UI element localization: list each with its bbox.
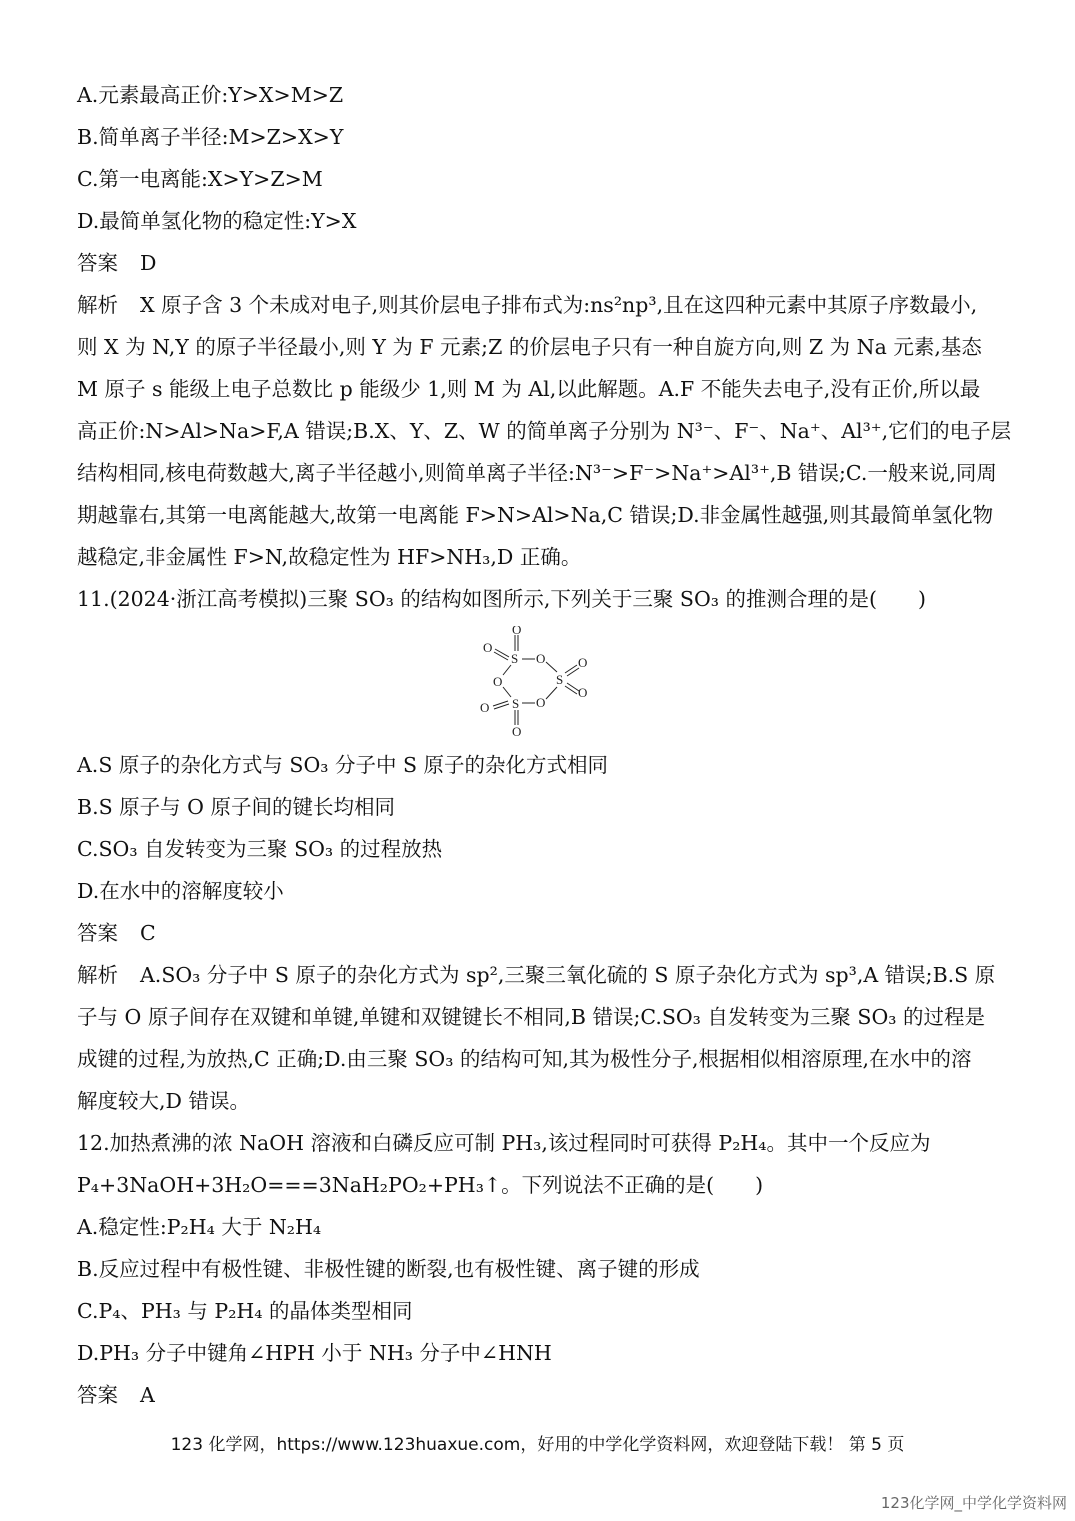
- analysis-line: 高正价:N>Al>Na>F,A 错误;B.X、Y、Z、W 的简单离子分别为 N³⁻、F⁻、Na⁺、Al³⁺,它们的电子层: [77, 419, 1012, 443]
- atom-o-upper-left: O: [483, 640, 493, 655]
- q10-option-b: B.简单离子半径:M>Z>X>Y: [77, 125, 344, 149]
- analysis-line: [77, 954, 1002, 996]
- site-watermark: 123化学网_中学化学资料网: [880, 1494, 1067, 1512]
- trimer-so3-structure-diagram: [477, 626, 597, 744]
- analysis-line: 解度较大,D 错误。: [77, 1089, 250, 1113]
- atom-o-ring-left: O: [493, 674, 503, 689]
- analysis-label: 解析: [77, 963, 118, 987]
- atom-o-ring-lower-right: O: [536, 695, 546, 710]
- atom-o-top: O: [512, 626, 522, 637]
- bond: [495, 649, 509, 657]
- analysis-line: [77, 284, 1002, 326]
- q10-option-a: A.元素最高正价:Y>X>M>Z: [77, 83, 344, 107]
- bond: [565, 665, 577, 673]
- q10-option-d: D.最简单氢化物的稳定性:Y>X: [77, 209, 357, 233]
- bond: [503, 687, 511, 697]
- analysis-line: 成键的过程,为放热,C 正确;D.由三聚 SO₃ 的结构可知,其为极性分子,根据相似相溶原理,在水中的溶: [77, 1047, 972, 1071]
- bond: [503, 665, 511, 675]
- q11-option-c: C.SO₃ 自发转变为三聚 SO₃ 的过程放热: [77, 837, 443, 861]
- q11-answer: [77, 912, 1002, 954]
- q11-stem: 11.(2024·浙江高考模拟)三聚 SO₃ 的结构如图所示,下列关于三聚 SO₃ 的推测合理的是( ): [77, 587, 926, 611]
- q12-option-a: A.稳定性:P₂H₄ 大于 N₂H₄: [77, 1215, 322, 1239]
- analysis-line: M 原子 s 能级上电子总数比 p 能级少 1,则 M 为 Al,以此解题。A.F 不能失去电子,没有正价,所以最: [77, 377, 981, 401]
- analysis-text: A.SO₃ 分子中 S 原子的杂化方式为 sp²,三聚三氧化硫的 S 原子杂化方式为 sp³,A 错误;B.S 原: [140, 963, 996, 987]
- q12-stem-line-1: 12.加热煮沸的浓 NaOH 溶液和白磷反应可制 PH₃,该过程同时可获得 P₂H₄。其中一个反应为: [77, 1131, 931, 1155]
- analysis-label: 解析: [77, 293, 118, 317]
- answer-value: A: [140, 1383, 155, 1407]
- q11-option-b: B.S 原子与 O 原子间的键长均相同: [77, 795, 395, 819]
- page-footer: 123 化学网，https://www.123huaxue.com，好用的中学化学资料网，欢迎登陆下载！ 第 5 页: [170, 1435, 905, 1455]
- analysis-line: 子与 O 原子间存在双键和单键,单键和双键键长不相同,B 错误;C.SO₃ 自发转变为三聚 SO₃ 的过程是: [77, 1005, 986, 1029]
- page-content: [77, 74, 1012, 1416]
- answer-label: 答案: [77, 921, 118, 945]
- q12-answer: [77, 1374, 1002, 1416]
- q12-option-d: D.PH₃ 分子中键角∠HPH 小于 NH₃ 分子中∠HNH: [77, 1341, 552, 1365]
- bonds: [493, 635, 579, 725]
- bond: [494, 652, 508, 660]
- atom-o-right-lower: O: [578, 685, 588, 700]
- q12-option-b: B.反应过程中有极性键、非极性键的断裂,也有极性键、离子键的形成: [77, 1257, 700, 1281]
- bond: [546, 687, 557, 699]
- atom-o-bottom: O: [512, 724, 522, 739]
- q11-option-a: A.S 原子的杂化方式与 SO₃ 分子中 S 原子的杂化方式相同: [77, 753, 609, 777]
- atom-o-lower-left: O: [480, 700, 490, 715]
- q10-answer: [77, 242, 1002, 284]
- atom-s-bottom: S: [512, 696, 520, 711]
- q12-stem-line-2: P₄+3NaOH+3H₂O===3NaH₂PO₂+PH₃↑。下列说法不正确的是( ): [77, 1173, 764, 1197]
- analysis-line: 结构相同,核电荷数越大,离子半径越小,则简单离子半径:N³⁻>F⁻>Na⁺>Al³⁺,B 错误;C.一般来说,同周: [77, 461, 997, 485]
- q11-analysis: [77, 954, 1002, 1122]
- q10-option-c: C.第一电离能:X>Y>Z>M: [77, 167, 323, 191]
- answer-label: 答案: [77, 1383, 118, 1407]
- analysis-line: 则 X 为 N,Y 的原子半径最小,则 Y 为 F 元素;Z 的价层电子只有一种自旋方向,则 Z 为 Na 元素,基态: [77, 335, 982, 359]
- q12-option-c: C.P₄、PH₃ 与 P₂H₄ 的晶体类型相同: [77, 1299, 413, 1323]
- atom-s-top: S: [511, 651, 519, 666]
- answer-value: C: [140, 921, 156, 945]
- analysis-line: 期越靠右,其第一电离能越大,故第一电离能 F>N>Al>Na,C 错误;D.非金属性越强,则其最简单氢化物: [77, 503, 994, 527]
- answer-label: 答案: [77, 251, 118, 275]
- analysis-text: X 原子含 3 个未成对电子,则其价层电子排布式为:ns²np³,且在这四种元素中其原子序数最小,: [140, 293, 978, 317]
- atom-o-ring-upper-right: O: [536, 651, 546, 666]
- answer-value: D: [140, 251, 157, 275]
- atom-o-right-upper: O: [578, 655, 588, 670]
- analysis-line: 越稳定,非金属性 F>N,故稳定性为 HF>NH₃,D 正确。: [77, 545, 582, 569]
- atom-s-right: S: [556, 672, 564, 687]
- q10-analysis: [77, 284, 1012, 578]
- bond: [565, 686, 577, 694]
- bond: [546, 662, 557, 672]
- q11-option-d: D.在水中的溶解度较小: [77, 879, 284, 903]
